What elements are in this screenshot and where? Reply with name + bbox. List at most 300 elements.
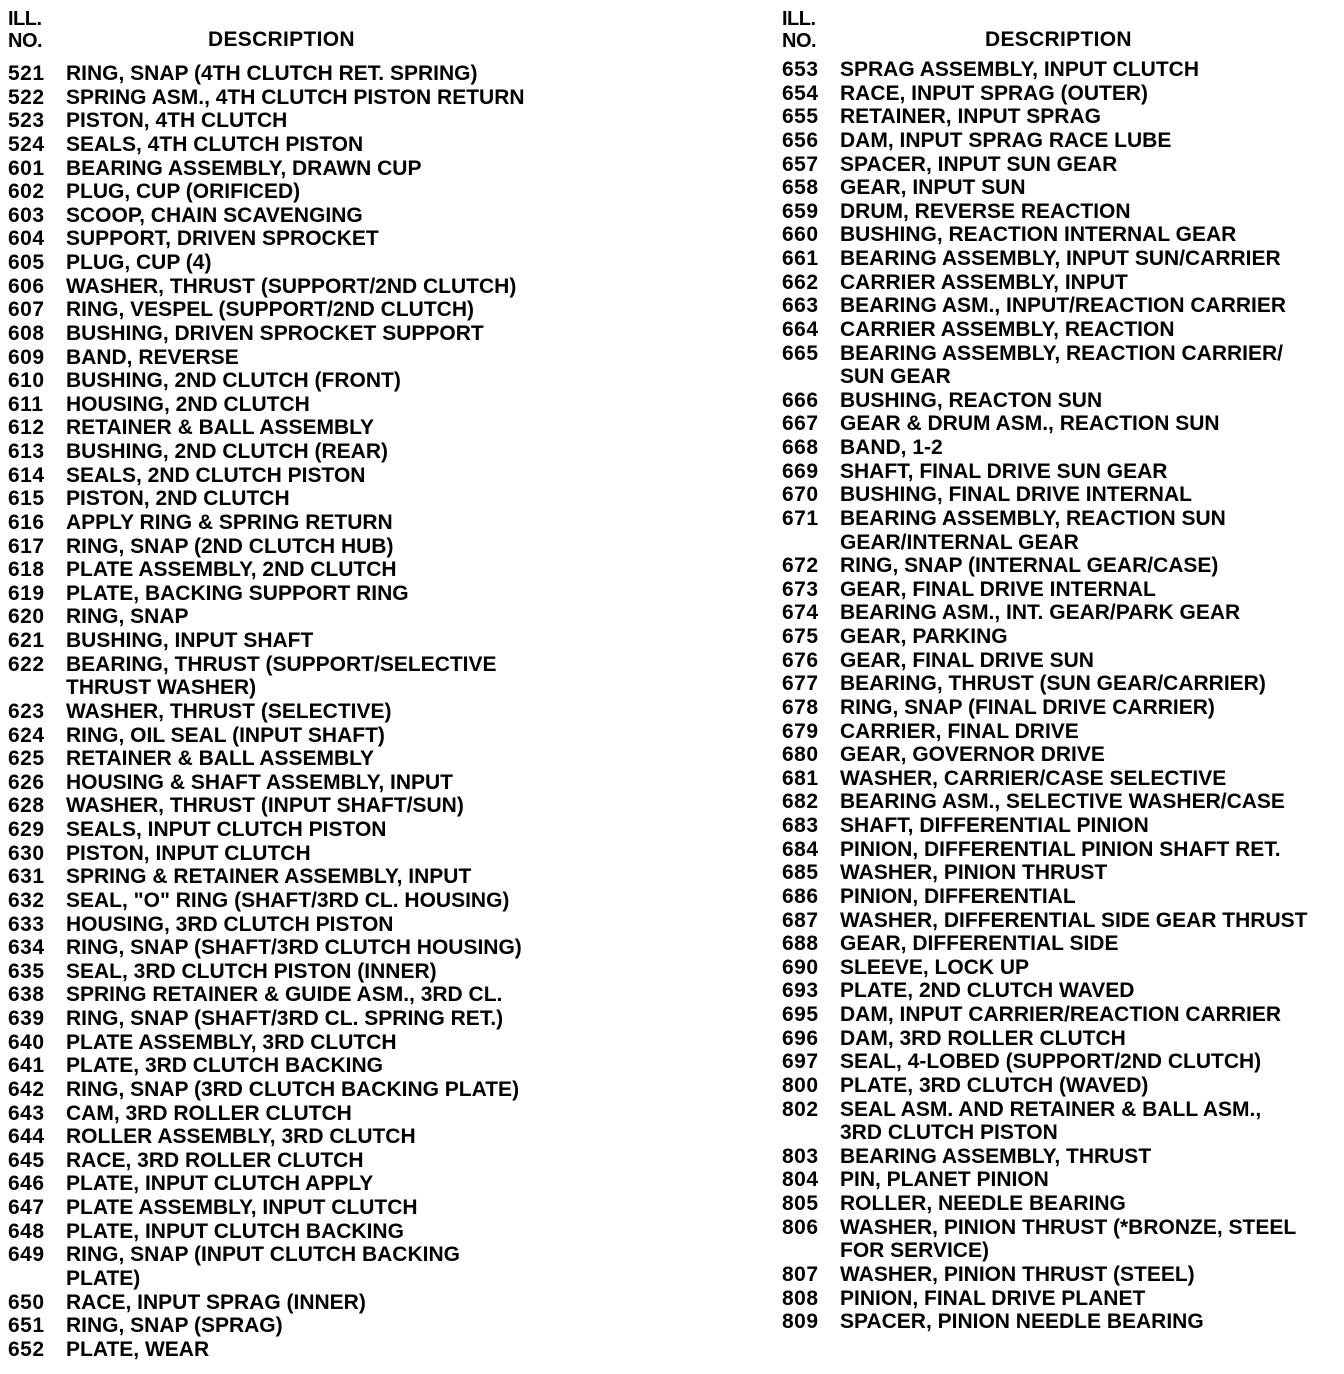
ill-number: 690 <box>782 955 819 979</box>
part-row <box>8 889 648 913</box>
part-description: SPACER, INPUT SUN GEAR <box>840 152 1118 176</box>
part-row <box>8 369 648 393</box>
ill-number: 607 <box>8 298 45 322</box>
part-row <box>8 275 648 299</box>
part-description: WASHER, THRUST (SELECTIVE) <box>66 699 392 723</box>
part-description: PLATE ASSEMBLY, INPUT CLUTCH <box>66 1196 418 1219</box>
part-row <box>8 346 648 370</box>
part-row <box>782 1216 1342 1240</box>
ill-number: 672 <box>782 554 819 578</box>
part-description: PINION, FINAL DRIVE PLANET <box>840 1286 1146 1310</box>
ill-number: 676 <box>782 648 819 672</box>
ill-number: 664 <box>782 317 819 341</box>
ill-number: 650 <box>8 1290 45 1314</box>
ill-number: 617 <box>8 534 45 558</box>
ill-number: 608 <box>8 321 45 345</box>
part-row <box>782 1098 1342 1122</box>
part-row <box>782 531 1342 555</box>
ill-number: 673 <box>782 577 819 601</box>
part-row <box>782 1168 1342 1192</box>
part-row <box>8 842 648 866</box>
part-description: BEARING, THRUST (SUPPORT/SELECTIVE <box>66 652 497 676</box>
ill-number: 647 <box>8 1196 45 1219</box>
ill-number: 660 <box>782 223 819 247</box>
part-description: PLATE) <box>66 1266 141 1290</box>
ill-number: 684 <box>782 837 819 861</box>
left-column-header <box>8 0 648 62</box>
ill-number: 802 <box>782 1097 819 1121</box>
part-row <box>782 601 1342 625</box>
part-description: PLATE, 3RD CLUTCH (WAVED) <box>840 1073 1149 1097</box>
ill-number: 803 <box>782 1144 819 1168</box>
ill-number: 630 <box>8 841 45 865</box>
ill-number: 629 <box>8 818 45 841</box>
part-row <box>8 227 648 251</box>
part-row <box>782 247 1342 271</box>
part-description: BUSHING, 2ND CLUTCH (FRONT) <box>66 369 401 393</box>
ill-number: 645 <box>8 1148 45 1172</box>
part-description: PLATE ASSEMBLY, 2ND CLUTCH <box>66 558 397 582</box>
part-row <box>782 153 1342 177</box>
part-description: RING, SNAP (2ND CLUTCH HUB) <box>66 534 394 558</box>
part-description: PLATE, 2ND CLUTCH WAVED <box>840 979 1135 1003</box>
part-row <box>782 82 1342 106</box>
part-row <box>782 1121 1342 1145</box>
right-column <box>782 0 1342 1334</box>
ill-number: 640 <box>8 1030 45 1054</box>
part-row <box>782 483 1342 507</box>
ill-number: 634 <box>8 936 45 960</box>
part-description: RING, SNAP (3RD CLUTCH BACKING PLATE) <box>66 1077 520 1101</box>
right-parts-list <box>782 58 1342 1334</box>
part-row <box>8 1291 648 1315</box>
part-description: GEAR, FINAL DRIVE SUN <box>840 648 1094 672</box>
part-row <box>782 1287 1342 1311</box>
part-row <box>782 1074 1342 1098</box>
part-row <box>782 838 1342 862</box>
part-row <box>782 507 1342 531</box>
part-row <box>782 625 1342 649</box>
part-description: BEARING ASM., INT. GEAR/PARK GEAR <box>840 601 1241 625</box>
ill-number: 632 <box>8 888 45 912</box>
part-description: RETAINER & BALL ASSEMBLY <box>66 747 375 771</box>
part-description: RING, SNAP (FINAL DRIVE CARRIER) <box>840 695 1215 719</box>
ill-number: 807 <box>782 1262 819 1286</box>
part-row <box>8 676 648 700</box>
ill-number: 621 <box>8 629 45 652</box>
part-row <box>8 511 648 535</box>
ill-number: 620 <box>8 605 45 629</box>
ill-number: 639 <box>8 1007 45 1030</box>
ill-number: 682 <box>782 790 819 814</box>
part-row <box>8 1220 648 1244</box>
part-row <box>782 1027 1342 1051</box>
ill-number: 695 <box>782 1003 819 1026</box>
part-row <box>8 416 648 440</box>
part-row <box>8 936 648 960</box>
ill-number: 667 <box>782 412 819 436</box>
ill-number: 654 <box>782 81 819 105</box>
ill-number: 616 <box>8 510 45 534</box>
part-row <box>782 223 1342 247</box>
part-row <box>8 298 648 322</box>
part-row <box>8 582 648 606</box>
part-description: SPRING RETAINER & GUIDE ASM., 3RD CL. <box>66 983 503 1007</box>
part-description: CARRIER, FINAL DRIVE <box>840 719 1079 743</box>
ill-number: 657 <box>782 152 819 176</box>
left-parts-list <box>8 62 648 1361</box>
part-row <box>782 956 1342 980</box>
part-row <box>782 271 1342 295</box>
ill-number: 613 <box>8 440 45 463</box>
part-row <box>8 913 648 937</box>
part-description: BEARING ASSEMBLY, INPUT SUN/CARRIER <box>840 247 1281 270</box>
part-row <box>8 983 648 1007</box>
part-description: PISTON, 4TH CLUTCH <box>66 109 288 133</box>
part-description: SHAFT, FINAL DRIVE SUN GEAR <box>840 459 1168 483</box>
ill-number: 663 <box>782 294 819 318</box>
part-description: BEARING ASSEMBLY, REACTION SUN <box>840 506 1226 530</box>
ill-number: 806 <box>782 1215 819 1239</box>
part-description: BUSHING, INPUT SHAFT <box>66 629 314 652</box>
ill-number: 651 <box>8 1314 45 1338</box>
part-row <box>8 629 648 653</box>
ill-number: 656 <box>782 128 819 152</box>
part-row <box>782 294 1342 318</box>
ill-number: 687 <box>782 908 819 932</box>
part-row <box>782 649 1342 673</box>
part-description: PLUG, CUP (4) <box>66 251 212 274</box>
part-description: BUSHING, FINAL DRIVE INTERNAL <box>840 483 1192 507</box>
part-description: ROLLER ASSEMBLY, 3RD CLUTCH <box>66 1125 416 1149</box>
part-description: PIN, PLANET PINION <box>840 1168 1049 1192</box>
part-description: RETAINER, INPUT SPRAG <box>840 105 1101 129</box>
part-row <box>782 979 1342 1003</box>
ill-number: 662 <box>782 270 819 294</box>
part-row <box>8 700 648 724</box>
ill-number: 678 <box>782 695 819 719</box>
part-row <box>8 1054 648 1078</box>
ill-number: 631 <box>8 865 45 889</box>
part-description: BEARING ASM., SELECTIVE WASHER/CASE <box>840 790 1285 814</box>
part-row <box>8 1149 648 1173</box>
part-description: SUPPORT, DRIVEN SPROCKET <box>66 227 379 251</box>
ill-number: 670 <box>782 483 819 507</box>
part-row <box>8 1267 648 1291</box>
part-description: SPRING & RETAINER ASSEMBLY, INPUT <box>66 865 472 889</box>
ill-number: 686 <box>782 884 819 908</box>
ill-number: 648 <box>8 1219 45 1243</box>
part-row <box>782 578 1342 602</box>
part-row <box>8 86 648 110</box>
part-row <box>782 200 1342 224</box>
part-description: WASHER, PINION THRUST (STEEL) <box>840 1262 1195 1286</box>
part-description: WASHER, CARRIER/CASE SELECTIVE <box>840 766 1227 790</box>
ill-number: 653 <box>782 58 819 81</box>
part-row <box>782 105 1342 129</box>
ill-number: 804 <box>782 1168 819 1192</box>
part-description: HOUSING, 3RD CLUTCH PISTON <box>66 912 394 936</box>
part-row <box>8 1314 648 1338</box>
part-description: SLEEVE, LOCK UP <box>840 955 1030 979</box>
ill-no-heading: ILL. NO. <box>782 8 817 52</box>
ill-number: 681 <box>782 766 819 790</box>
ill-no-heading: ILL. NO. <box>8 8 43 52</box>
part-row <box>782 1050 1342 1074</box>
part-description: PISTON, INPUT CLUTCH <box>66 841 311 865</box>
part-row <box>8 109 648 133</box>
part-row <box>782 318 1342 342</box>
part-row <box>8 251 648 275</box>
part-row <box>8 180 648 204</box>
part-row <box>782 1310 1342 1334</box>
part-description: RACE, INPUT SPRAG (OUTER) <box>840 81 1149 105</box>
part-description: PLATE, WEAR <box>66 1337 210 1361</box>
ill-number: 659 <box>782 199 819 223</box>
part-row <box>782 743 1342 767</box>
ill-number: 633 <box>8 912 45 936</box>
ill-number: 628 <box>8 794 45 818</box>
part-row <box>782 342 1342 366</box>
part-row <box>8 558 648 582</box>
part-description: GEAR, PARKING <box>840 625 1008 648</box>
ill-number: 638 <box>8 983 45 1007</box>
part-description: BUSHING, DRIVEN SPROCKET SUPPORT <box>66 321 484 345</box>
part-row <box>8 487 648 511</box>
part-row <box>782 1263 1342 1287</box>
ill-number: 693 <box>782 979 819 1003</box>
part-description: BEARING ASSEMBLY, THRUST <box>840 1144 1152 1168</box>
part-row <box>782 129 1342 153</box>
part-description: DAM, 3RD ROLLER CLUTCH <box>840 1026 1126 1050</box>
part-description: RING, OIL SEAL (INPUT SHAFT) <box>66 723 385 747</box>
part-description: GEAR, INPUT SUN <box>840 176 1026 200</box>
part-row <box>782 1145 1342 1169</box>
part-description: CAM, 3RD ROLLER CLUTCH <box>66 1101 352 1125</box>
ill-number: 697 <box>782 1050 819 1074</box>
part-row <box>782 412 1342 436</box>
part-description: BEARING ASSEMBLY, DRAWN CUP <box>66 156 422 180</box>
part-description: SCOOP, CHAIN SCAVENGING <box>66 203 363 227</box>
ill-number: 643 <box>8 1101 45 1125</box>
part-description: SPRING ASM., 4TH CLUTCH PISTON RETURN <box>66 85 525 109</box>
part-description: PLATE, 3RD CLUTCH BACKING <box>66 1054 383 1078</box>
part-description: BUSHING, REACTON SUN <box>840 388 1103 412</box>
ill-number: 655 <box>782 105 819 129</box>
part-row <box>8 1102 648 1126</box>
ill-number: 626 <box>8 770 45 794</box>
ill-number: 675 <box>782 625 819 648</box>
ill-number: 679 <box>782 719 819 743</box>
ill-number: 612 <box>8 416 45 440</box>
ill-number: 625 <box>8 747 45 771</box>
part-description: RACE, 3RD ROLLER CLUTCH <box>66 1148 364 1172</box>
part-row <box>8 865 648 889</box>
ill-number: 606 <box>8 274 45 298</box>
part-row <box>8 794 648 818</box>
part-description: SUN GEAR <box>840 365 951 389</box>
part-row <box>782 909 1342 933</box>
part-description: GEAR, GOVERNOR DRIVE <box>840 743 1105 767</box>
description-heading: DESCRIPTION <box>208 28 355 51</box>
part-description: SEAL ASM. AND RETAINER & BALL ASM., <box>840 1097 1262 1121</box>
part-row <box>782 696 1342 720</box>
ill-number: 614 <box>8 463 45 487</box>
part-description: PLATE ASSEMBLY, 3RD CLUTCH <box>66 1030 397 1054</box>
part-row <box>8 62 648 86</box>
part-description: 3RD CLUTCH PISTON <box>840 1121 1058 1145</box>
part-description: PLUG, CUP (ORIFICED) <box>66 180 301 204</box>
ill-number: 603 <box>8 203 45 227</box>
part-row <box>8 1172 648 1196</box>
part-row <box>782 814 1342 838</box>
part-description: PLATE, BACKING SUPPORT RING <box>66 581 409 605</box>
part-description: SPRAG ASSEMBLY, INPUT CLUTCH <box>840 58 1199 81</box>
part-description: RING, SNAP (SHAFT/3RD CL. SPRING RET.) <box>66 1007 504 1030</box>
ill-number: 661 <box>782 247 819 270</box>
ill-number: 604 <box>8 227 45 251</box>
ill-number: 646 <box>8 1172 45 1196</box>
ill-number: 641 <box>8 1054 45 1078</box>
ill-number: 605 <box>8 251 45 274</box>
ill-number: 523 <box>8 109 45 133</box>
ill-number: 688 <box>782 932 819 956</box>
part-description: CARRIER ASSEMBLY, INPUT <box>840 270 1128 294</box>
part-description: PLATE, INPUT CLUTCH BACKING <box>66 1219 404 1243</box>
part-description: GEAR & DRUM ASM., REACTION SUN <box>840 412 1220 436</box>
part-row <box>8 535 648 559</box>
ill-number: 623 <box>8 699 45 723</box>
part-description: FOR SERVICE) <box>840 1239 989 1263</box>
part-description: WASHER, DIFFERENTIAL SIDE GEAR THRUST <box>840 908 1308 932</box>
ill-number: 674 <box>782 601 819 625</box>
part-description: PLATE, INPUT CLUTCH APPLY <box>66 1172 374 1196</box>
part-row <box>782 176 1342 200</box>
ill-number: 635 <box>8 959 45 983</box>
part-description: RING, SNAP (INPUT CLUTCH BACKING <box>66 1243 460 1267</box>
part-description: PISTON, 2ND CLUTCH <box>66 487 290 511</box>
part-row <box>782 767 1342 791</box>
ill-number: 649 <box>8 1243 45 1267</box>
ill-number: 671 <box>782 506 819 530</box>
part-row <box>782 1239 1342 1263</box>
ill-number: 644 <box>8 1125 45 1149</box>
ill-number: 602 <box>8 180 45 204</box>
part-description: ROLLER, NEEDLE BEARING <box>840 1192 1126 1215</box>
part-description: SEAL, "O" RING (SHAFT/3RD CL. HOUSING) <box>66 888 510 912</box>
part-description: RING, SNAP (SPRAG) <box>66 1314 283 1338</box>
part-description: SPACER, PINION NEEDLE BEARING <box>840 1310 1204 1334</box>
part-description: BEARING, THRUST (SUN GEAR/CARRIER) <box>840 672 1266 696</box>
ill-number: 652 <box>8 1337 45 1361</box>
part-row <box>8 605 648 629</box>
part-row <box>8 204 648 228</box>
ill-number: 669 <box>782 459 819 483</box>
part-description: SEAL, 3RD CLUTCH PISTON (INNER) <box>66 959 437 983</box>
part-description: GEAR/INTERNAL GEAR <box>840 530 1079 554</box>
part-row <box>782 720 1342 744</box>
ill-number: 800 <box>782 1073 819 1097</box>
part-description: DAM, INPUT CARRIER/REACTION CARRIER <box>840 1003 1281 1026</box>
ill-number: 622 <box>8 652 45 676</box>
ill-number: 522 <box>8 85 45 109</box>
ill-number: 611 <box>8 392 44 416</box>
ill-number: 666 <box>782 388 819 412</box>
part-description: APPLY RING & SPRING RETURN <box>66 510 393 534</box>
ill-number: 680 <box>782 743 819 767</box>
part-row <box>782 885 1342 909</box>
part-row <box>8 1125 648 1149</box>
part-row <box>782 790 1342 814</box>
part-description: WASHER, PINION THRUST (*BRONZE, STEEL <box>840 1215 1297 1239</box>
part-description: SEALS, 2ND CLUTCH PISTON <box>66 463 366 487</box>
part-description: SHAFT, DIFFERENTIAL PINION <box>840 814 1149 837</box>
ill-number: 609 <box>8 345 45 369</box>
part-row <box>782 554 1342 578</box>
part-row <box>8 724 648 748</box>
part-description: WASHER, THRUST (SUPPORT/2ND CLUTCH) <box>66 274 517 298</box>
ill-number: 624 <box>8 723 45 747</box>
part-row <box>8 440 648 464</box>
part-row <box>8 464 648 488</box>
ill-number: 642 <box>8 1077 45 1101</box>
ill-number: 615 <box>8 487 45 511</box>
part-row <box>8 1007 648 1031</box>
part-description: RING, SNAP (SHAFT/3RD CLUTCH HOUSING) <box>66 936 522 960</box>
part-row <box>782 365 1342 389</box>
ill-number: 683 <box>782 814 819 837</box>
part-row <box>8 771 648 795</box>
part-description: PINION, DIFFERENTIAL <box>840 884 1076 908</box>
part-description: BUSHING, REACTION INTERNAL GEAR <box>840 223 1237 247</box>
part-row <box>8 1243 648 1267</box>
ill-number: 665 <box>782 341 819 365</box>
ill-number: 618 <box>8 558 45 582</box>
part-description: RING, VESPEL (SUPPORT/2ND CLUTCH) <box>66 298 474 322</box>
part-description: HOUSING, 2ND CLUTCH <box>66 392 310 416</box>
part-row <box>782 389 1342 413</box>
part-description: DRUM, REVERSE REACTION <box>840 199 1131 223</box>
right-column-header <box>782 0 1342 58</box>
ill-number: 809 <box>782 1310 819 1334</box>
part-row <box>8 818 648 842</box>
part-row <box>782 1192 1342 1216</box>
ill-number: 805 <box>782 1192 819 1215</box>
part-row <box>782 436 1342 460</box>
ill-number: 524 <box>8 132 45 156</box>
part-description: RACE, INPUT SPRAG (INNER) <box>66 1290 366 1314</box>
part-description: SEALS, 4TH CLUTCH PISTON <box>66 132 364 156</box>
part-description: BEARING ASSEMBLY, REACTION CARRIER/ <box>840 341 1283 365</box>
part-description: THRUST WASHER) <box>66 676 257 700</box>
ill-number: 658 <box>782 176 819 200</box>
part-row <box>8 747 648 771</box>
part-row <box>8 322 648 346</box>
part-description: RETAINER & BALL ASSEMBLY <box>66 416 375 440</box>
part-description: BAND, REVERSE <box>66 345 239 369</box>
ill-number: 685 <box>782 861 819 885</box>
part-description: RING, SNAP (4TH CLUTCH RET. SPRING) <box>66 62 478 85</box>
part-description: BAND, 1-2 <box>840 436 943 459</box>
ill-number: 521 <box>8 62 45 85</box>
part-row <box>8 393 648 417</box>
ill-number: 610 <box>8 369 45 393</box>
part-row <box>782 861 1342 885</box>
part-row <box>8 1031 648 1055</box>
part-row <box>8 157 648 181</box>
part-row <box>8 1078 648 1102</box>
part-description: HOUSING & SHAFT ASSEMBLY, INPUT <box>66 770 453 794</box>
